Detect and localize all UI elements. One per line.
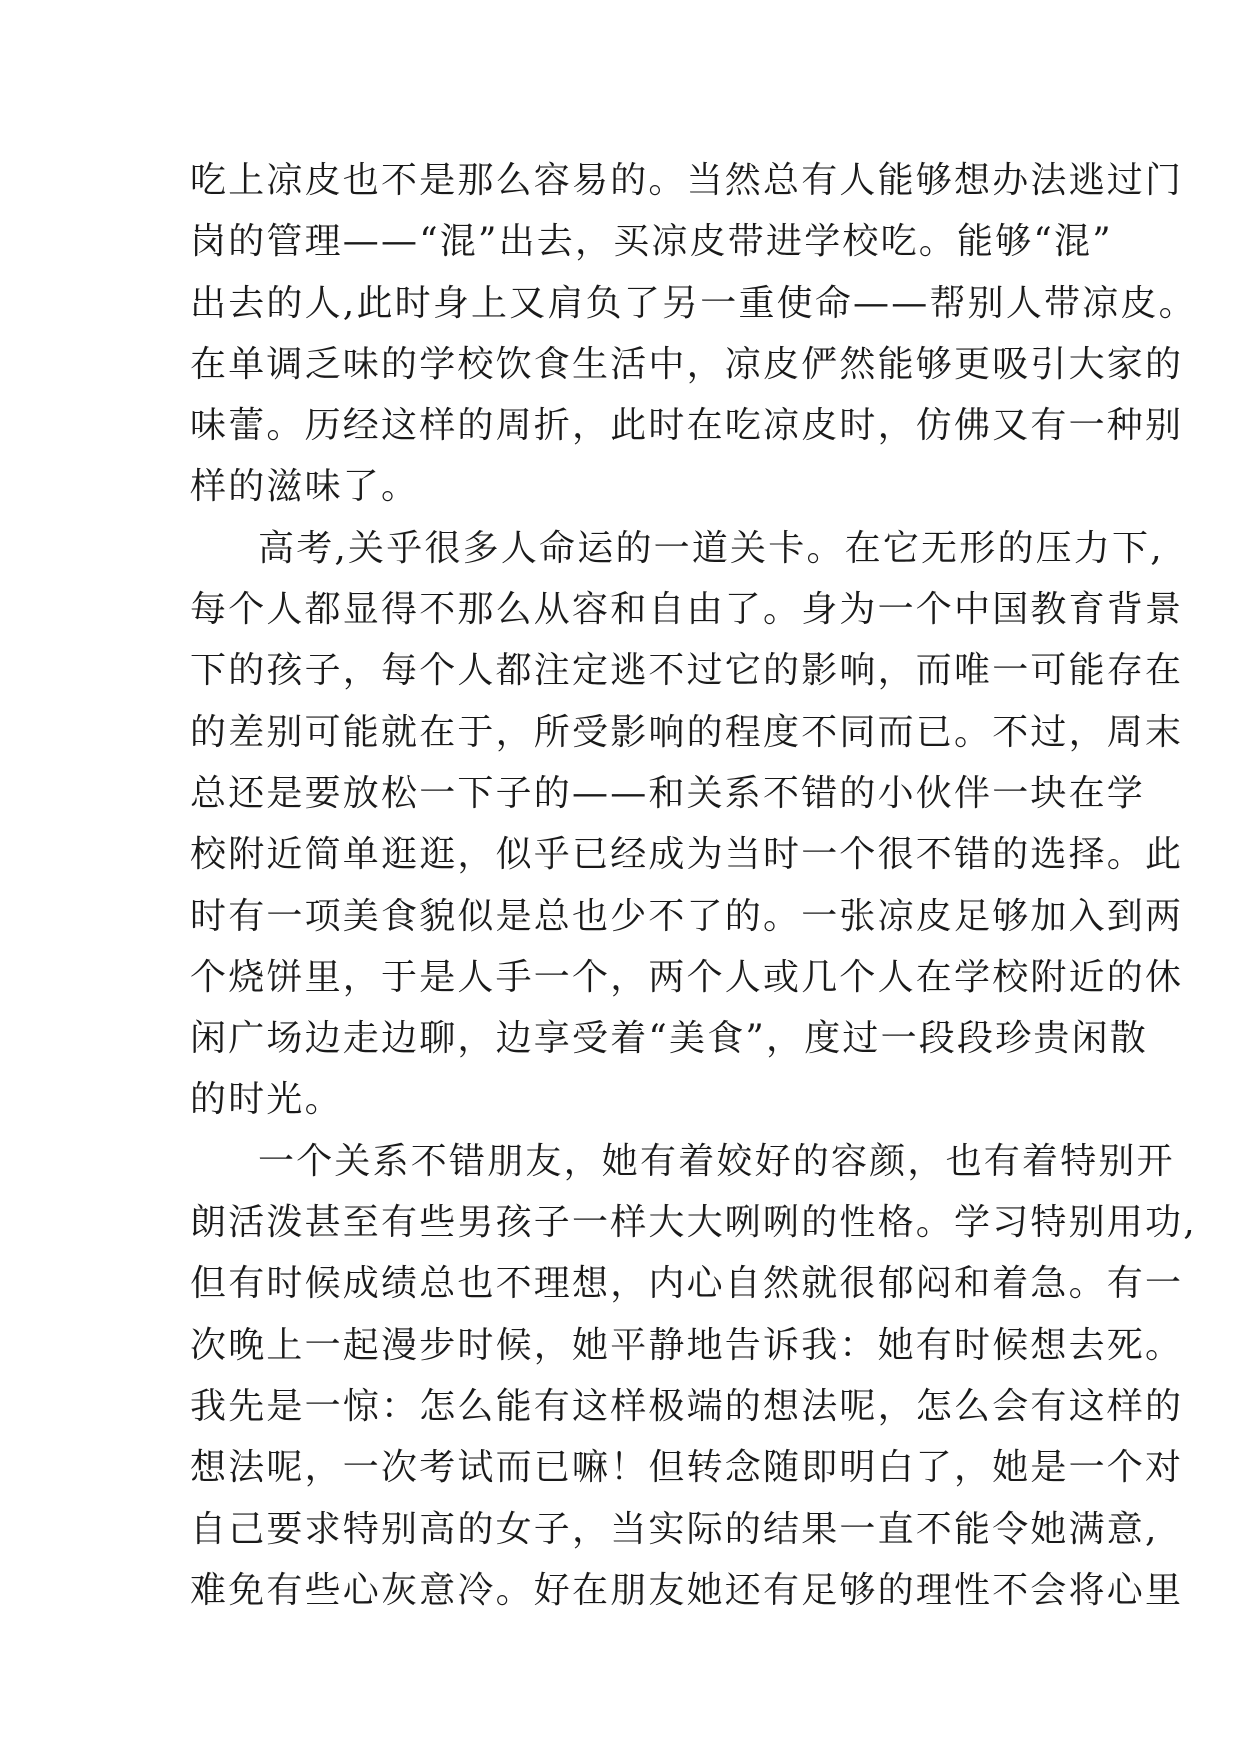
- text-line: 闲广场边走边聊，边享受着“美食”，度过一段段珍贵闲散: [190, 1018, 1149, 1060]
- text-line: 朗活泼甚至有些男孩子一样大大咧咧的性格。学习特别用功,: [190, 1202, 1197, 1244]
- text-line: 校附近简单逛逛，似乎已经成为当时一个很不错的选择。此: [190, 834, 1184, 876]
- text-line: 出去的人,此时身上又肩负了另一重使命——帮别人带凉皮。: [190, 282, 1197, 324]
- text-line: 但有时候成绩总也不理想，内心自然就很郁闷和着急。有一: [190, 1263, 1184, 1305]
- text-line: 的差别可能就在于，所受影响的程度不同而已。不过，周末: [190, 711, 1184, 753]
- paragraph-first-line: 一个关系不错朋友，她有着姣好的容颜，也有着特别开: [258, 1140, 1175, 1182]
- text-line: 次晚上一起漫步时候，她平静地告诉我：她有时候想去死。: [190, 1324, 1184, 1366]
- text-line: 的时光。: [190, 1079, 343, 1121]
- text-line: 自己要求特别高的女子，当实际的结果一直不能令她满意,: [190, 1508, 1159, 1550]
- text-line: 我先是一惊：怎么能有这样极端的想法呢，怎么会有这样的: [190, 1385, 1184, 1427]
- text-line: 想法呢，一次考试而已嘛！但转念随即明白了，她是一个对: [190, 1447, 1184, 1489]
- text-line: 时有一项美食貌似是总也少不了的。一张凉皮足够加入到两: [190, 895, 1184, 937]
- text-line: 下的孩子，每个人都注定逃不过它的影响，而唯一可能存在: [190, 650, 1184, 692]
- text-line: 味蕾。历经这样的周折，此时在吃凉皮时，仿佛又有一种别: [190, 405, 1184, 447]
- paragraph-first-line: 高考,关乎很多人命运的一道关卡。在它无形的压力下,: [258, 527, 1164, 569]
- text-line: 个烧饼里，于是人手一个，两个人或几个人在学校附近的休: [190, 956, 1184, 998]
- text-line: 吃上凉皮也不是那么容易的。当然总有人能够想办法逃过门: [190, 160, 1184, 201]
- text-line: 每个人都显得不那么从容和自由了。身为一个中国教育背景: [190, 589, 1184, 631]
- text-line: 岗的管理——“混”出去，买凉皮带进学校吃。能够“混”: [190, 221, 1113, 263]
- text-line: 难免有些心灰意冷。好在朋友她还有足够的理性不会将心里: [190, 1569, 1184, 1611]
- body-text: [190, 150, 1197, 1621]
- text-line: 在单调乏味的学校饮食生活中，凉皮俨然能够更吸引大家的: [190, 343, 1184, 385]
- text-line: 总还是要放松一下子的——和关系不错的小伙伴一块在学: [190, 772, 1146, 814]
- text-line: 样的滋味了。: [190, 466, 420, 508]
